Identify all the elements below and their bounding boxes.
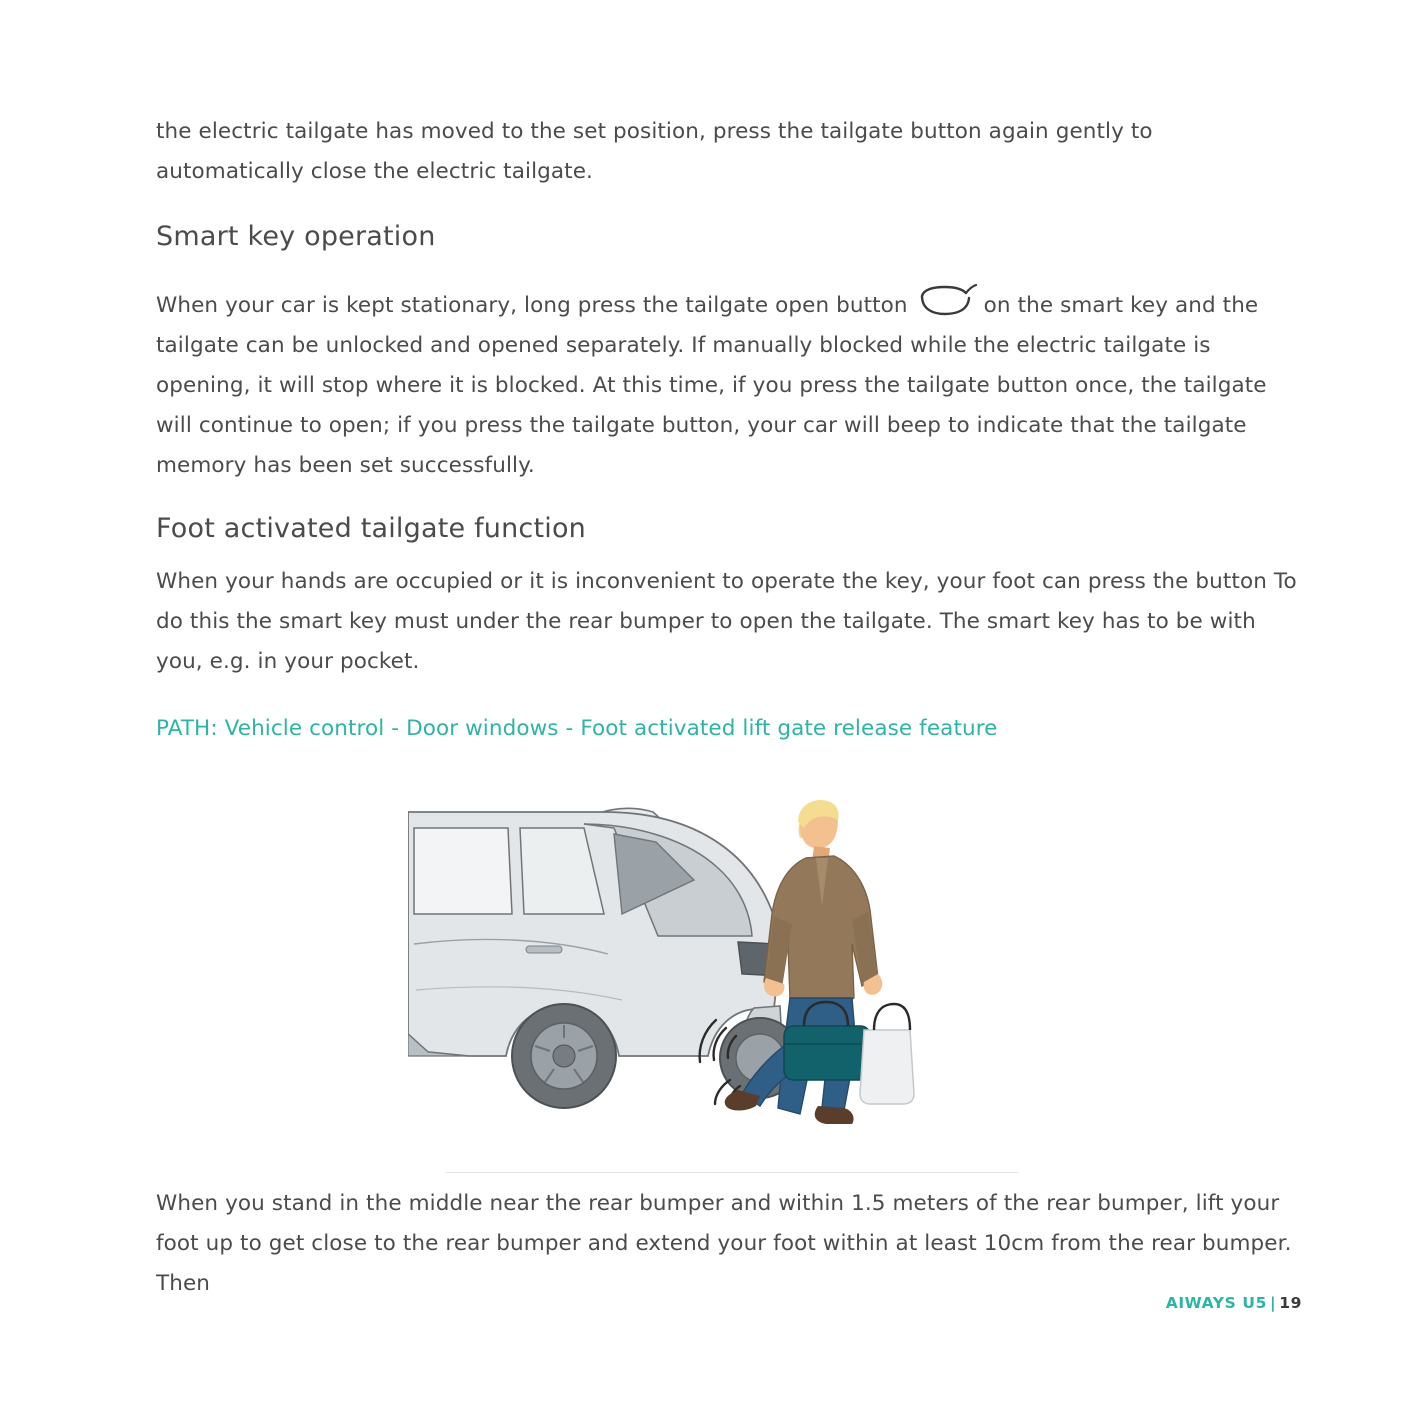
smart-key-text-after-icon: on the smart key and the tailgate can be unlocked and opened separately. If manually blocked while the electric tailgate is opening, it will stop where it is blocked. At this time, if you press the tailgate button once, the tailgate will continue to open; if you press the tailgate button, your car will beep to indicate that the tailgate memory has been set successfully. bbox=[156, 293, 1267, 478]
smart-key-paragraph bbox=[156, 284, 1302, 486]
section-heading-foot-activated: Foot activated tailgate function bbox=[156, 513, 586, 544]
footer-brand: AIWAYS U5 bbox=[1165, 1294, 1267, 1312]
closing-paragraph: When you stand in the middle near the rear bumper and within 1.5 meters of the rear bumper, lift your foot up to get close to the rear bumper and extend your foot within at least 10cm from the rear bumper. Then bbox=[156, 1191, 1292, 1296]
path-reference: PATH: Vehicle control - Door windows - Foot activated lift gate release feature bbox=[156, 716, 998, 741]
intro-paragraph: the electric tailgate has moved to the set position, press the tailgate button again gently to automatically close the electric tailgate. bbox=[156, 119, 1153, 184]
footer-separator: | bbox=[1269, 1294, 1277, 1312]
smart-key-text-before-icon: When your car is kept stationary, long press the tailgate open button bbox=[156, 293, 908, 318]
foot-activated-tailgate-illustration bbox=[156, 794, 1302, 1184]
footer-page-number: 19 bbox=[1279, 1294, 1302, 1312]
car-graphic bbox=[408, 808, 800, 1108]
page-content bbox=[156, 112, 1302, 1304]
foot-activated-paragraph: When your hands are occupied or it is inconvenient to operate the key, your foot can press the button To do this the smart key must under the rear bumper to open the tailgate. The smart key has to be with you, e.g. in your pocket. bbox=[156, 569, 1297, 674]
illustration-svg bbox=[408, 794, 1028, 1164]
page-footer bbox=[0, 1294, 1302, 1312]
tailgate-open-button-icon bbox=[914, 284, 978, 318]
section-heading-smart-key: Smart key operation bbox=[156, 221, 436, 252]
figure-divider bbox=[446, 1172, 1018, 1173]
